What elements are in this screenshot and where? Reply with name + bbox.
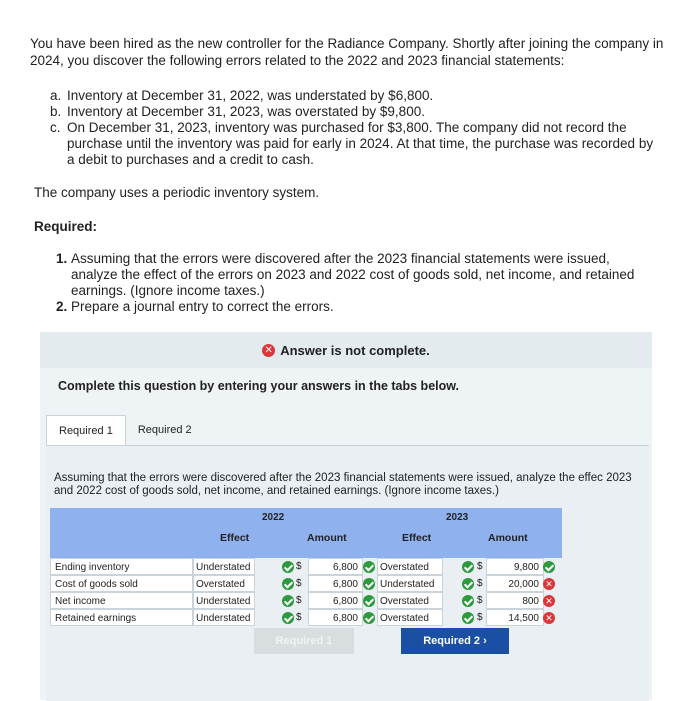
currency-symbol: $: [477, 578, 483, 589]
year-2022-header: 2022: [262, 512, 285, 523]
requirement-2: 2. Prepare a journal entry to correct the errors.: [56, 299, 334, 314]
x-circle-icon: ✕: [543, 578, 555, 590]
complete-message: Complete this question by entering your answers in the tabs below.: [58, 379, 459, 393]
amount-2023-input[interactable]: 20,000: [486, 575, 544, 592]
effect-2022-select[interactable]: Understated: [193, 592, 255, 609]
currency-symbol: $: [296, 561, 302, 572]
x-circle-icon: ✕: [543, 595, 555, 607]
system-note: The company uses a periodic inventory system.: [34, 185, 320, 200]
prev-button[interactable]: Required 1: [254, 628, 354, 654]
check-icon: [462, 612, 474, 624]
next-button[interactable]: Required 2 ›: [401, 628, 509, 654]
tab-required-2[interactable]: Required 2: [137, 424, 192, 436]
currency-symbol: $: [477, 561, 483, 572]
effect-2023-select[interactable]: Overstated: [377, 609, 443, 626]
error-item-c: c. On December 31, 2023, inventory was purchased for $3,800. The company did not record the purchase until the inventory was paid for early in 2024. At that time, the purchase was recorded by a debit to purchases and a credit to cash.: [50, 120, 654, 167]
requirement-1: 1. Assuming that the errors were discovered after the 2023 financial statements were issued, analyze the effect of the errors on 2023 and 2022 cost of goods sold, net income, and retained earnings. (Ignore income taxes.): [56, 251, 635, 298]
check-icon: [363, 595, 375, 607]
amount-2022-input[interactable]: 6,800: [308, 575, 363, 592]
check-icon: [363, 612, 375, 624]
error-list: [50, 88, 660, 168]
check-icon: [462, 561, 474, 573]
amount-2023-input[interactable]: 14,500: [486, 609, 544, 626]
prompt-text: Assuming that the errors were discovered after the 2023 financial statements were issued, analyze the effec 2023 and 2022 cost of goods sold, net income, and retained earnings. (Ignore income taxes.): [54, 472, 632, 497]
amount-2022-input[interactable]: 6,800: [308, 558, 363, 575]
currency-symbol: $: [296, 578, 302, 589]
effect-2023-select[interactable]: Understated: [377, 575, 443, 592]
check-icon: [282, 612, 294, 624]
row-label-retained-earnings: Retained earnings: [50, 609, 193, 626]
status-text: Answer is not complete.: [280, 342, 430, 358]
amount-2022-input[interactable]: 6,800: [308, 592, 363, 609]
currency-symbol: $: [477, 595, 483, 606]
check-icon: [543, 561, 555, 573]
check-icon: [363, 561, 375, 573]
requirements-list: [56, 251, 656, 315]
error-item-a: a. Inventory at December 31, 2022, was understated by $6,800.: [50, 88, 434, 103]
question-intro: You have been hired as the new controller for the Radiance Company. Shortly after joining the company in 2024, you discover the following errors related to the 2022 and 2023 financial statements:: [30, 36, 664, 68]
status-bar: [40, 332, 652, 368]
year-2023-header: 2023: [446, 512, 469, 523]
effect-2022-select[interactable]: Understated: [193, 609, 255, 626]
check-icon: [282, 578, 294, 590]
check-icon: [282, 561, 294, 573]
check-icon: [282, 595, 294, 607]
row-label-ending-inventory: Ending inventory: [50, 558, 193, 575]
row-label-cost-of-goods-sold: Cost of goods sold: [50, 575, 193, 592]
currency-symbol: $: [477, 612, 483, 623]
effect-2023-select[interactable]: Overstated: [377, 592, 443, 609]
check-icon: [462, 595, 474, 607]
currency-symbol: $: [296, 612, 302, 623]
effect-2022-select[interactable]: Overstated: [193, 575, 255, 592]
amount-2023-input[interactable]: 800: [486, 592, 544, 609]
tab-bar: [46, 415, 204, 446]
effect-header-2023: Effect: [402, 532, 432, 544]
x-circle-icon: ✕: [543, 612, 555, 624]
tab-content: [46, 445, 649, 701]
amount-header-2022: Amount: [307, 532, 347, 544]
effect-2023-select[interactable]: Overstated: [377, 558, 443, 575]
effect-header-2022: Effect: [220, 532, 250, 544]
answer-panel: [40, 332, 652, 700]
chevron-right-icon: ›: [483, 635, 487, 647]
required-heading: Required:: [34, 219, 98, 234]
amount-2022-input[interactable]: 6,800: [308, 609, 363, 626]
amount-header-2023: Amount: [488, 532, 528, 544]
effect-2022-select[interactable]: Understated: [193, 558, 255, 575]
currency-symbol: $: [296, 595, 302, 606]
row-label-net-income: Net income: [50, 592, 193, 609]
x-circle-icon: ✕: [262, 344, 275, 357]
check-icon: [462, 578, 474, 590]
amount-2023-input[interactable]: 9,800: [486, 558, 544, 575]
error-item-b: b. Inventory at December 31, 2023, was overstated by $9,800.: [50, 104, 425, 119]
table-header: [50, 508, 562, 558]
check-icon: [363, 578, 375, 590]
tab-required-1[interactable]: Required 1: [46, 415, 126, 446]
